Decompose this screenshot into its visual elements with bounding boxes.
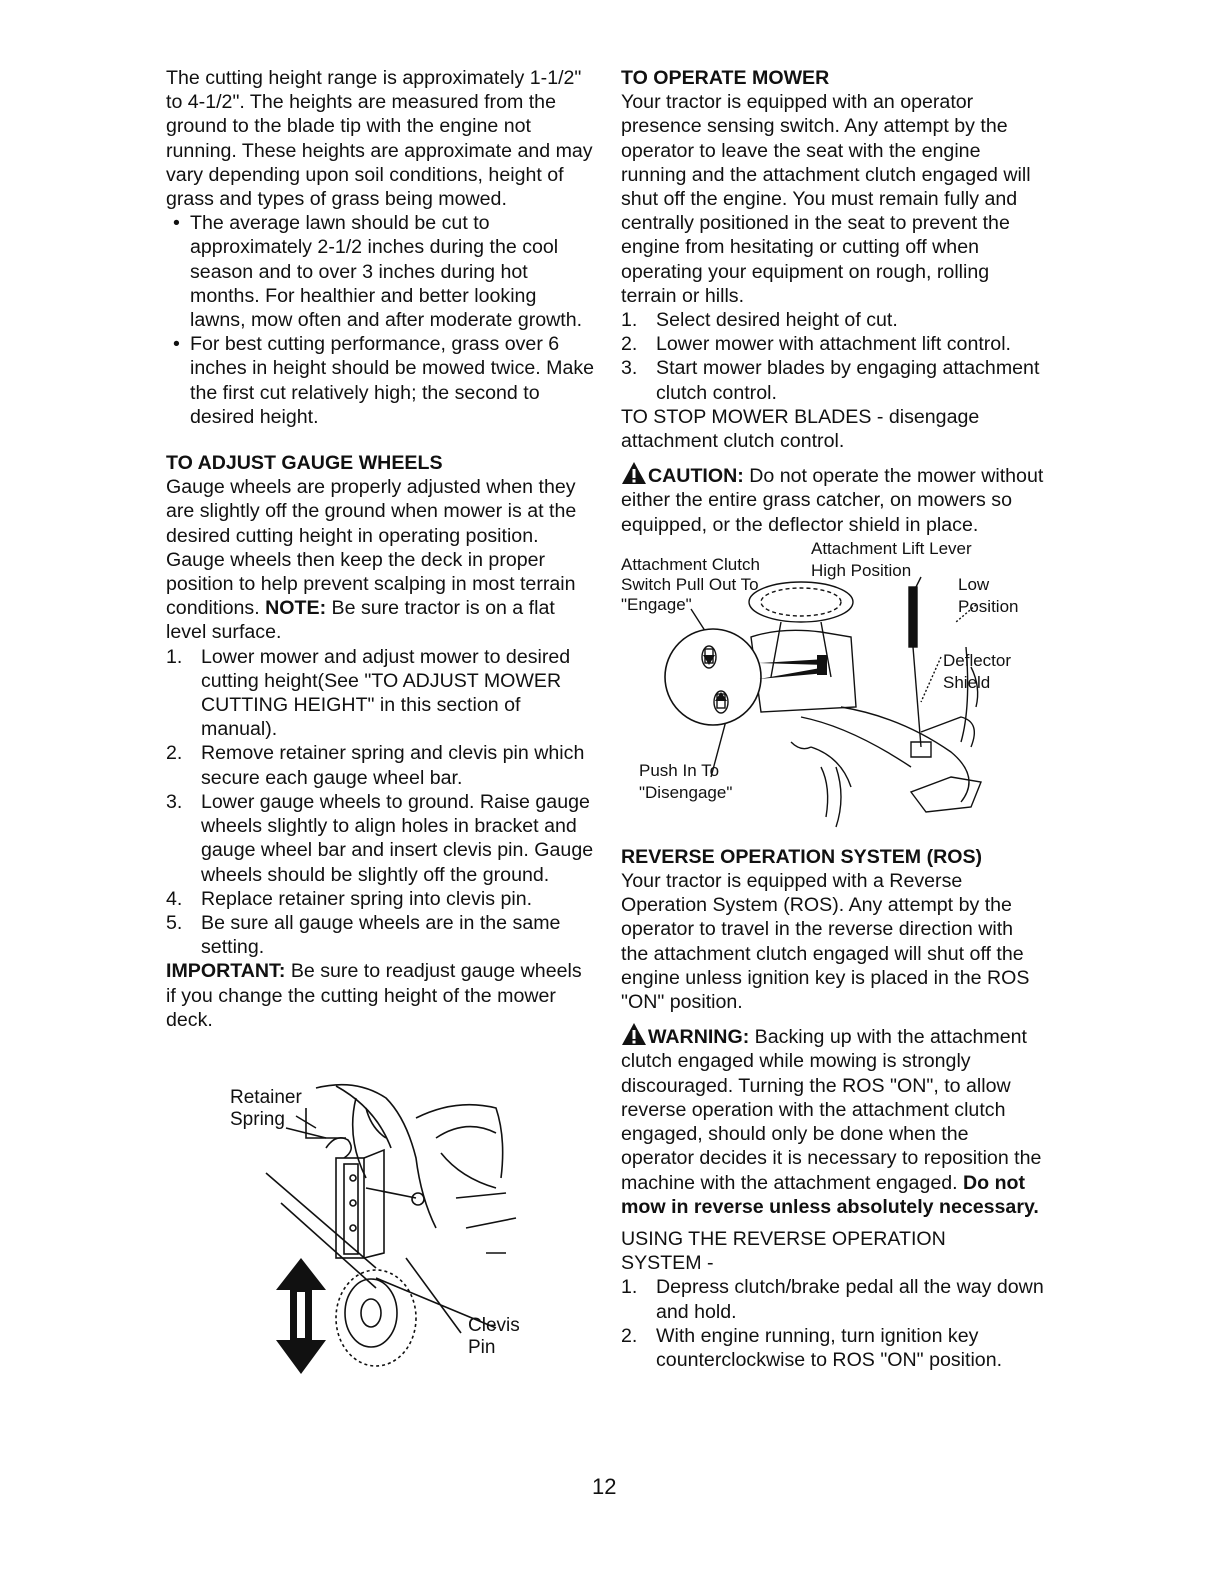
- note-label: NOTE:: [265, 597, 327, 620]
- warning-emphasis: Do not mow in reverse unless absolutely necessary.: [621, 1171, 1039, 1218]
- lift-lever-label: Attachment Lift Lever: [811, 538, 972, 558]
- pin-label: Pin: [468, 1336, 496, 1358]
- gauge-wheels-paragraph: Gauge wheels are properly adjusted when they are slightly off the ground when mower is at the desired cutting height in operating position. Gauge wheels then keep the deck in proper position to help prevent scalping in most terrain conditions. NOTE: Be sure tractor is on a flat level surface.: [166, 476, 577, 644]
- list-item: 4. Replace retainer spring into clevis pin.: [166, 887, 533, 910]
- operate-mower-paragraph: Your tractor is equipped with an operator presence sensing switch. Any attempt by the operator to leave the seat with the engine running and the attachment clutch engaged will shut off the engine. You must remain fully and centrally positioned in the seat to prevent the engine from hesitating or cutting off when operating your equipment on rough, rolling terrain or hills.: [621, 91, 1031, 307]
- list-item: • The average lawn should be cut to approximately 2-1/2 inches during the cool season and to over 3 inches during hot months. For healthier and better looking lawns, mow often and after moderate growth.: [166, 211, 596, 332]
- important-label: IMPORTANT:: [166, 960, 286, 983]
- list-item: 3. Lower gauge wheels to ground. Raise gauge wheels slightly to align holes in bracket and gauge wheel bar and insert clevis pin. Gauge wheels should be slightly off the ground.: [166, 790, 594, 886]
- list-item: • For best cutting performance, grass over 6 inches in height should be mowed twice. Make the first cut relatively high; the second to desired height.: [166, 332, 596, 429]
- spring-label: Spring: [230, 1108, 285, 1130]
- gauge-wheel-figure: [206, 1078, 566, 1378]
- high-position-label: High Position: [811, 560, 912, 580]
- clevis-label: Clevis: [468, 1314, 520, 1336]
- ros-heading: REVERSE OPERATION SYSTEM (ROS): [621, 845, 983, 868]
- clutch-label-1: Attachment Clutch: [621, 554, 760, 574]
- disengage-label: "Disengage": [639, 782, 733, 802]
- list-item: 5. Be sure all gauge wheels are in the same setting.: [166, 911, 561, 959]
- clutch-label-3: "Engage": [621, 594, 692, 614]
- attachment-clutch-figure: [621, 537, 1045, 837]
- warning-label: WARNING:: [648, 1026, 750, 1049]
- caution-icon: [621, 461, 647, 485]
- clutch-label-2: Switch Pull Out To: [621, 574, 759, 594]
- low-label: Low: [958, 574, 990, 594]
- list-item: 2. With engine running, turn ignition key counterclockwise to ROS "ON" position.: [621, 1324, 1003, 1371]
- shield-label: Shield: [943, 672, 991, 692]
- push-in-label: Push In To: [639, 760, 720, 780]
- warning-icon: [621, 1022, 647, 1046]
- position-label: Position: [958, 596, 1019, 616]
- operate-mower-heading: TO OPERATE MOWER: [621, 67, 830, 89]
- note-text: Be sure tractor is on a flat level surface.: [166, 597, 555, 644]
- right-column: [621, 66, 1045, 1372]
- caution-label: CAUTION:: [648, 465, 744, 488]
- important-note: IMPORTANT: Be sure to readjust gauge wheels if you change the cutting height of the mower deck.: [166, 960, 582, 1031]
- list-item: 1. Select desired height of cut.: [621, 309, 898, 332]
- deflector-label: Deflector: [943, 650, 1012, 670]
- page-number: 12: [592, 1474, 617, 1499]
- cutting-height-intro: The cutting height range is approximately 1-1/2" to 4-1/2". The heights are measured from the ground to the blade tip with the engine not running. These heights are approximate and may vary depending upon soil conditions, height of grass and types of grass being mowed.: [166, 67, 593, 211]
- list-item: 1. Depress clutch/brake pedal all the way down and hold.: [621, 1276, 1044, 1323]
- list-item: 3. Start mower blades by engaging attachment clutch control.: [621, 357, 1040, 404]
- caution-note: CAUTION: Do not operate the mower without either the entire grass catcher, on mowers so equipped, or the deflector shield in place.: [621, 461, 1045, 537]
- retainer-label: Retainer: [230, 1086, 302, 1108]
- left-column: [166, 66, 596, 1378]
- using-ros-heading: USING THE REVERSE OPERATION SYSTEM -: [621, 1227, 946, 1275]
- ros-paragraph: Your tractor is equipped with a Reverse Operation System (ROS). Any attempt by the operator to travel in the reverse direction with the attachment clutch engaged will shut off the engine unless ignition key is placed in the ROS "ON" position.: [621, 870, 1030, 1014]
- list-item: 1. Lower mower and adjust mower to desired cutting height(See "TO ADJUST MOWER CUTTING HEIGHT" in this section of manual).: [166, 645, 571, 741]
- list-item: 2. Lower mower with attachment lift control.: [621, 333, 1012, 356]
- stop-blades-text: TO STOP MOWER BLADES - disengage attachment clutch control.: [621, 405, 980, 453]
- list-item: 2. Remove retainer spring and clevis pin which secure each gauge wheel bar.: [166, 742, 585, 789]
- warning-note: WARNING: Backing up with the attachment clutch engaged while mowing is strongly discouraged. Turning the ROS "ON", to allow reverse operation with the attachment clutch engaged, should only be done when the operator decides it is necessary to reposition the machine with the attachment engaged. Do not mow in reverse unless absolutely necessary.: [621, 1022, 1045, 1219]
- gauge-wheels-heading: TO ADJUST GAUGE WHEELS: [166, 452, 443, 475]
